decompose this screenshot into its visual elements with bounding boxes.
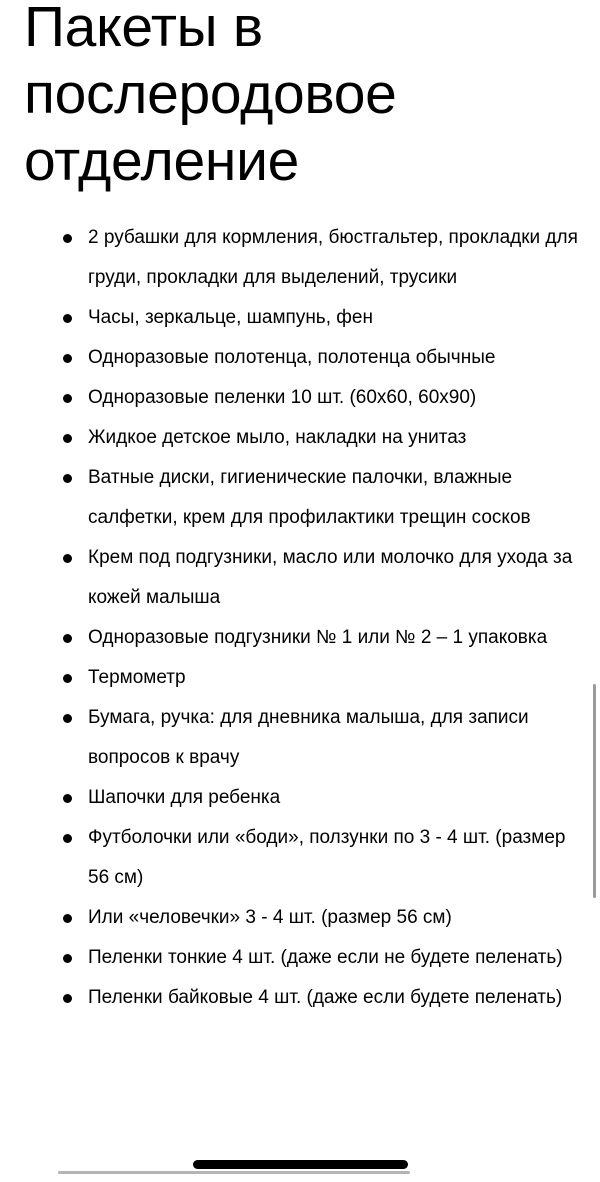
list-item-text: Одноразовые полотенца, полотенца обычные [88, 347, 496, 368]
checklist [0, 218, 600, 1018]
bullet-icon [63, 314, 72, 323]
list-item-text: 2 рубашки для кормления, бюстгальтер, прокладки для груди, прокладки для выделений, трусики [88, 227, 578, 288]
bullet-icon [63, 354, 72, 363]
list-item-text: Ватные диски, гигиенические палочки, влажные салфетки, крем для профилактики трещин сосков [88, 467, 531, 528]
bullet-icon [63, 954, 72, 963]
list-item-text: Жидкое детское мыло, накладки на унитаз [88, 427, 467, 448]
list-item [0, 538, 600, 618]
list-item [0, 618, 600, 658]
bullet-icon [63, 674, 72, 683]
list-item [0, 658, 600, 698]
bullet-icon [63, 434, 72, 443]
list-item [0, 778, 600, 818]
list-item-text: Шапочки для ребенка [88, 787, 281, 808]
bullet-icon [63, 474, 72, 483]
list-item-text: Бумага, ручка: для дневника малыша, для записи вопросов к врачу [88, 707, 529, 768]
list-item [0, 378, 600, 418]
bullet-icon [63, 634, 72, 643]
list-item-text: Термометр [88, 667, 186, 688]
bullet-icon [63, 394, 72, 403]
list-item-text: Одноразовые подгузники № 1 или № 2 – 1 упаковка [88, 627, 548, 648]
bullet-icon [63, 714, 72, 723]
list-item [0, 458, 600, 538]
list-item [0, 978, 600, 1018]
list-item [0, 818, 600, 898]
list-item [0, 218, 600, 298]
bullet-icon [63, 914, 72, 923]
page-title: Пакеты в послеродовое отделение [24, 0, 397, 193]
list-item [0, 338, 600, 378]
list-item-text: Одноразовые пеленки 10 шт. (60х60, 60х90) [88, 387, 477, 408]
bullet-icon [63, 234, 72, 243]
list-item-text: Или «человечки» 3 - 4 шт. (размер 56 см) [88, 907, 452, 928]
list-item-text: Пеленки тонкие 4 шт. (даже если не будете пеленать) [88, 947, 563, 968]
bullet-icon [63, 834, 72, 843]
list-item-text: Крем под подгузники, масло или молочко для ухода за кожей малыша [88, 547, 573, 608]
list-item [0, 938, 600, 978]
bullet-icon [63, 994, 72, 1003]
bullet-icon [63, 554, 72, 563]
horizontal-scrollbar[interactable] [58, 1171, 410, 1174]
vertical-scrollbar[interactable] [593, 684, 596, 898]
list-item [0, 418, 600, 458]
home-indicator[interactable] [193, 1160, 408, 1169]
list-item-text: Пеленки байковые 4 шт. (даже если будете пеленать) [88, 987, 563, 1008]
list-item-text: Часы, зеркальце, шампунь, фен [88, 307, 373, 328]
list-item [0, 698, 600, 778]
list-item [0, 898, 600, 938]
list-item [0, 298, 600, 338]
list-item-text: Футболочки или «боди», ползунки по 3 - 4 шт. (размер 56 см) [88, 827, 566, 888]
bullet-icon [63, 794, 72, 803]
